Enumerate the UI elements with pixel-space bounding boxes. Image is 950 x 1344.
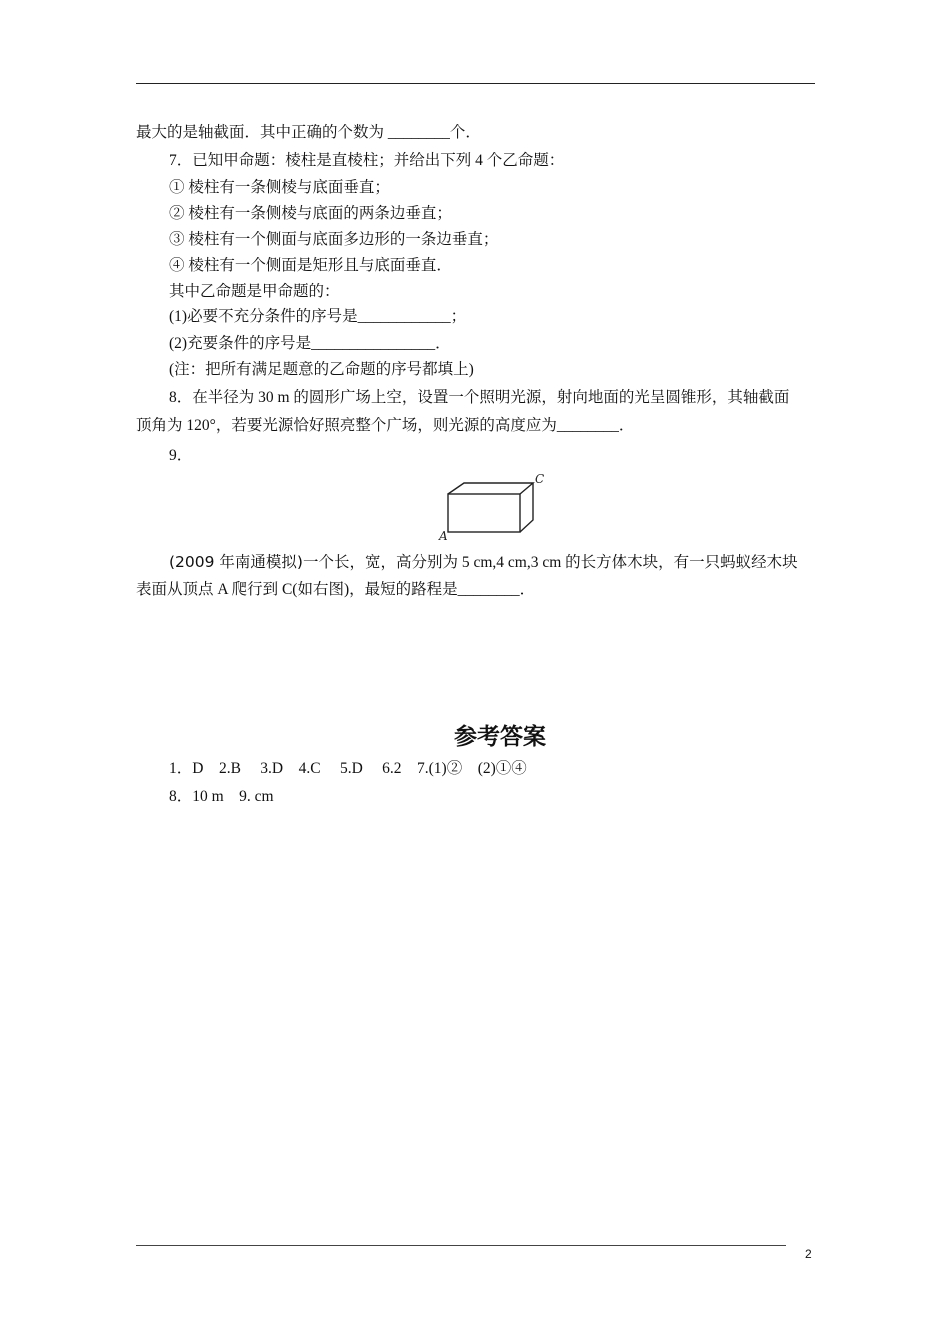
answers-line-1: 1．D 2.B 3.D 4.C 5.D 6.2 7.(1)② (2)①④ [169,760,527,777]
q7-part-1: (1)必要不充分条件的序号是____________； [169,308,467,325]
q7-option-2: ② 棱柱有一条侧棱与底面的两条边垂直； [169,205,452,222]
q9-source: (2009 年南通模拟) [169,553,303,571]
q6-tail-line: 最大的是轴截面．其中正确的个数为 ________个． [136,124,481,141]
q8-line-2: 顶角为 120°，若要光源恰好照亮整个广场，则光源的高度应为________． [136,417,635,434]
q7-note: (注：把所有满足题意的乙命题的序号都填上) [169,361,474,378]
q9-line-1 [169,552,798,573]
answers-title [0,718,950,751]
q7-option-3: ③ 棱柱有一个侧面与底面多边形的一条边垂直； [169,231,499,248]
cuboid-figure [436,468,548,542]
q9-line-2: 表面从顶点 A 爬行到 C(如右图)，最短的路程是________． [136,581,536,598]
q7-part-2: (2)充要条件的序号是________________． [169,335,451,352]
q9-number: 9． [169,447,193,464]
q7-option-4: ④ 棱柱有一个侧面是矩形且与底面垂直． [169,257,452,274]
footer-rule [136,1245,786,1246]
vertex-c-label: C [535,472,545,486]
q9-text: 一个长，宽，高分别为 5 cm,4 cm,3 cm 的长方体木块，有一只蚂蚁经木块 [302,554,798,571]
q7-intro: 7．已知甲命题：棱柱是直棱柱；并给出下列 4 个乙命题： [169,152,565,169]
q7-option-1: ① 棱柱有一条侧棱与底面垂直； [169,179,390,196]
vertex-a-label: A [439,529,448,542]
header-rule [136,83,815,84]
q7-question: 其中乙命题是甲命题的： [169,283,340,300]
q8-line-1: 8．在半径为 30 m 的圆形广场上空，设置一个照明光源，射向地面的光呈圆锥形，其轴截面 [169,389,790,406]
answers-line-2: 8．10 m 9. cm [169,788,274,805]
page-number: 2 [805,1247,812,1261]
answers-title-text: 参考答案 [454,724,546,750]
